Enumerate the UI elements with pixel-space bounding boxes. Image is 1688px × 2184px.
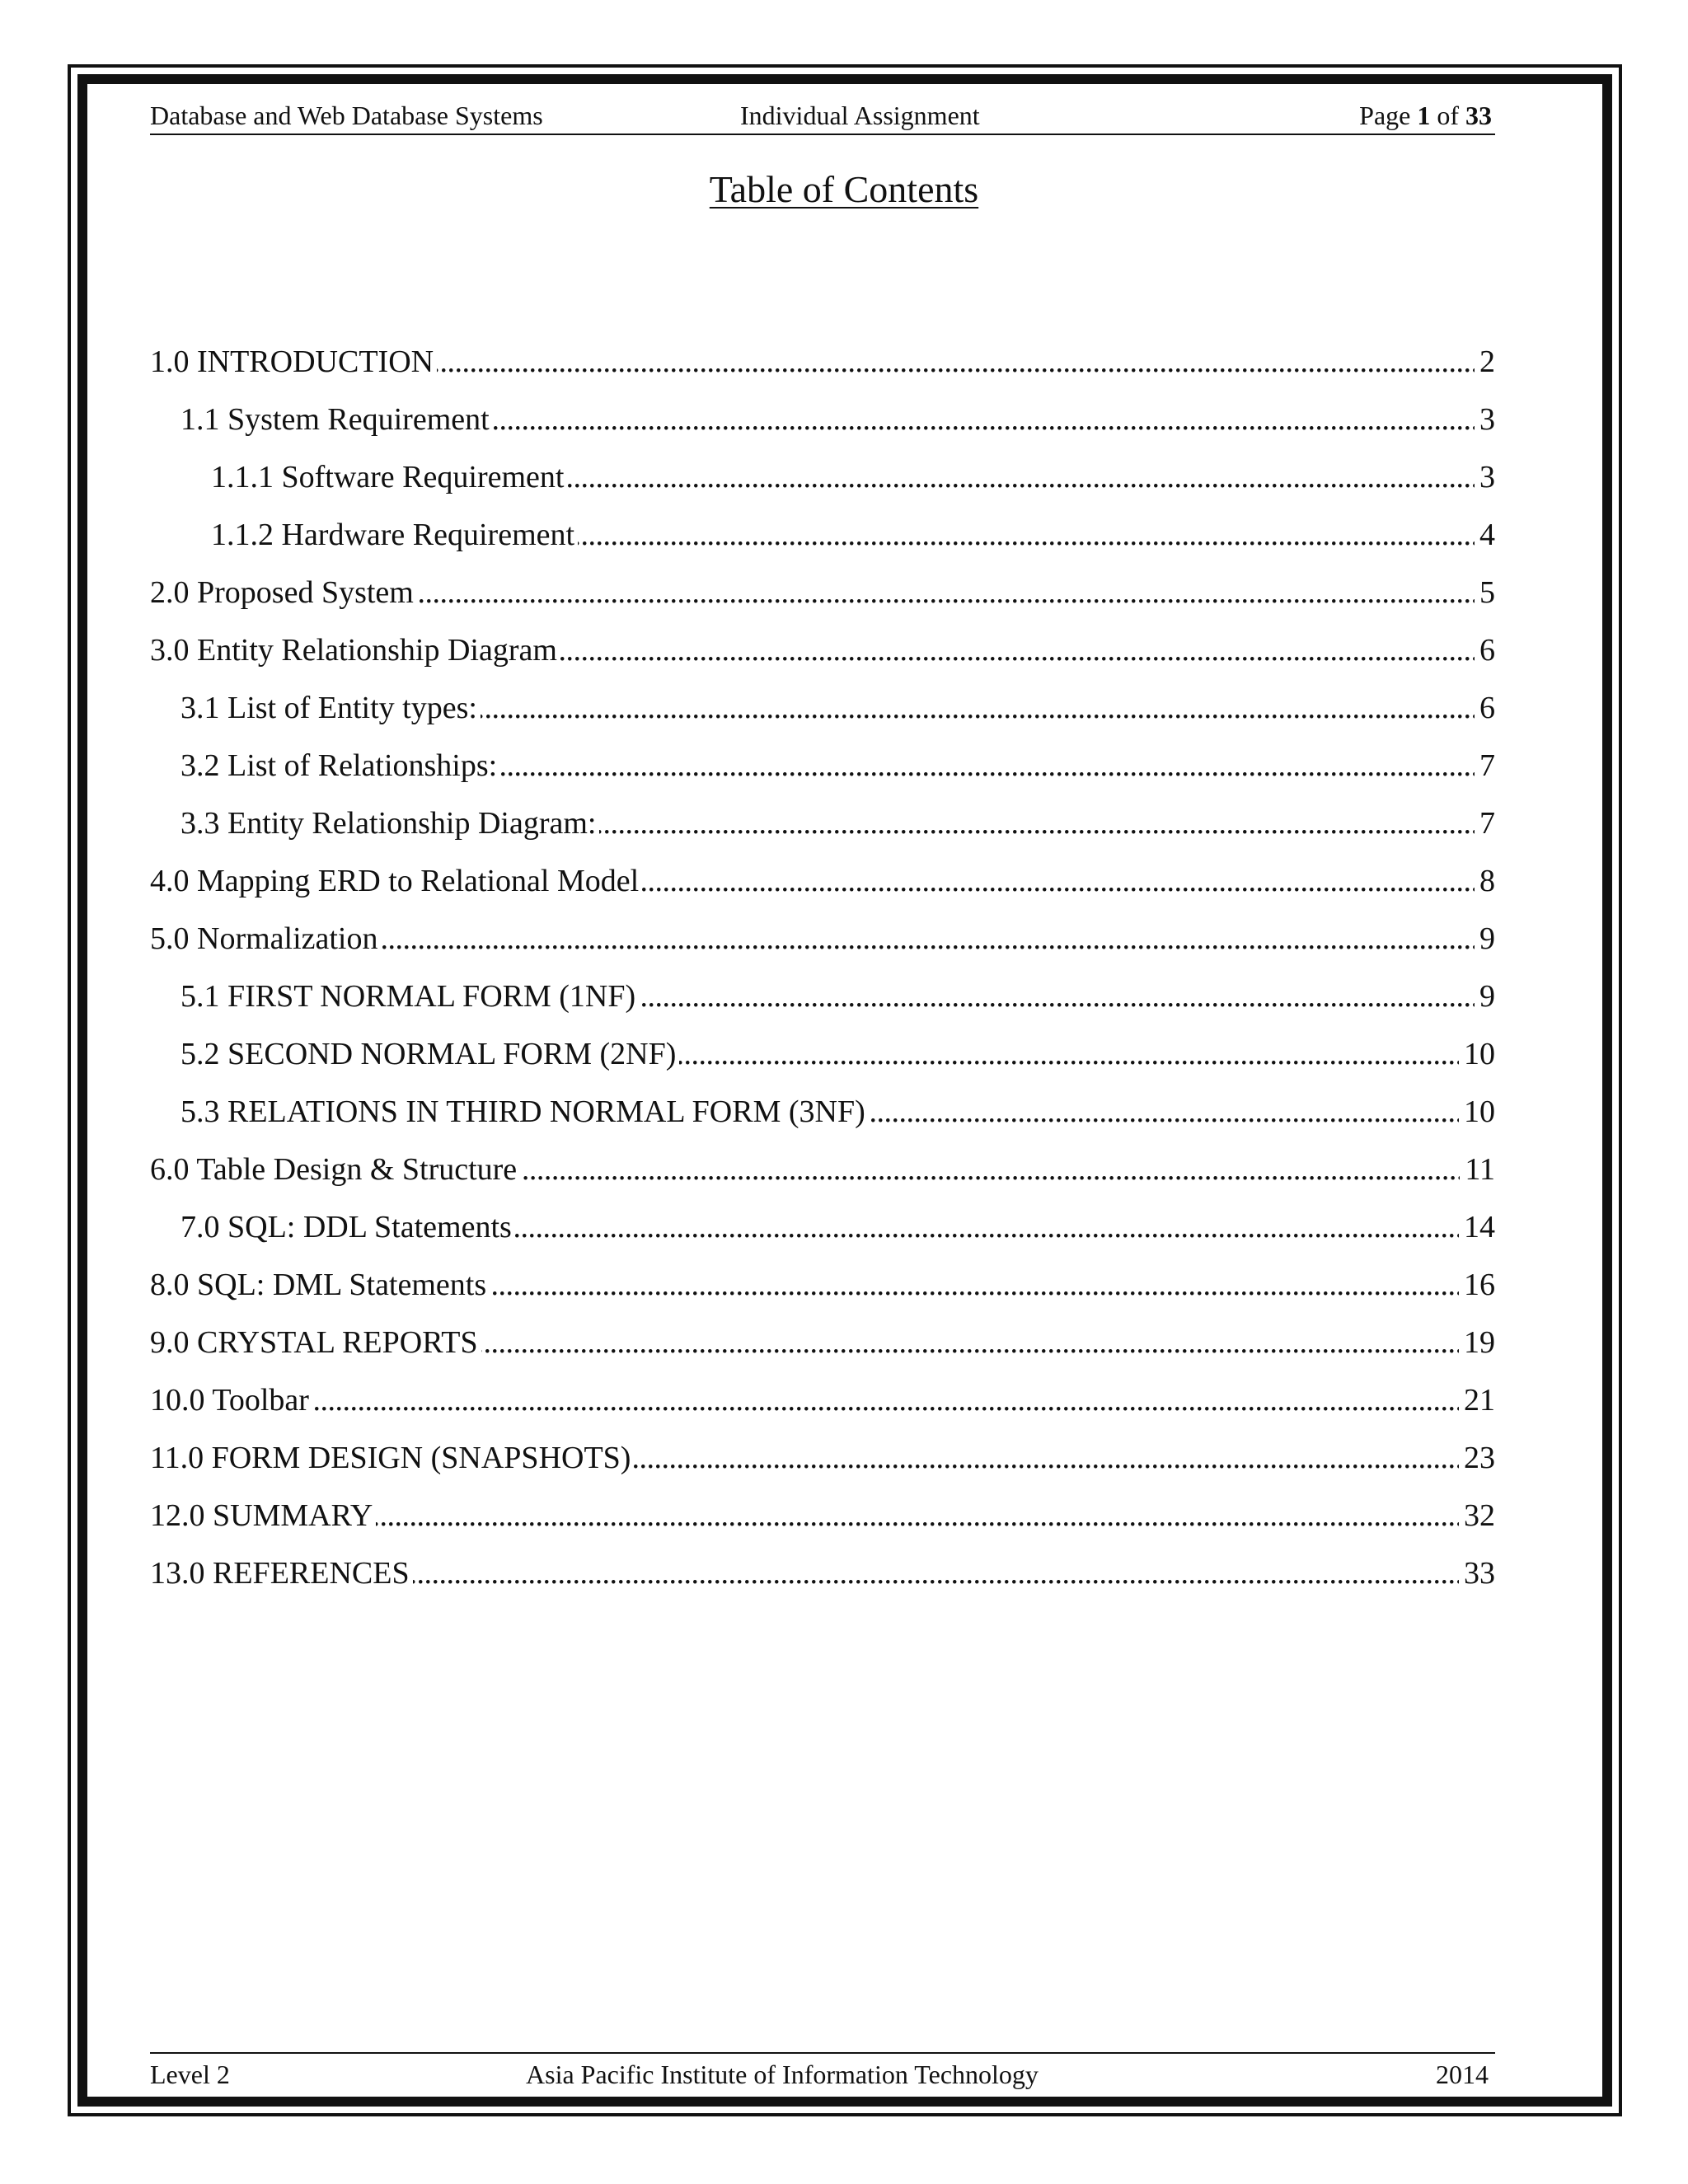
- header-page-prefix: Page: [1359, 101, 1411, 130]
- toc-entry-label: 1.1 System Requirement: [181, 402, 490, 437]
- toc-entry-page: 9: [1479, 921, 1495, 956]
- toc-entry[interactable]: [150, 1544, 1495, 1602]
- toc-entry[interactable]: [150, 794, 1495, 852]
- toc-entry-page: 11: [1465, 1152, 1495, 1187]
- footer-institute: Asia Pacific Institute of Information Technology: [526, 2060, 1039, 2089]
- toc-entry[interactable]: [150, 1256, 1495, 1314]
- toc-entry-page: 19: [1464, 1325, 1495, 1360]
- toc-entry-label: 12.0 SUMMARY: [150, 1498, 373, 1533]
- toc-entry-page: 2: [1479, 344, 1495, 379]
- page-header: [150, 97, 1495, 135]
- toc-entry[interactable]: [150, 910, 1495, 968]
- toc-dot-leader: [417, 572, 1475, 613]
- toc-entry[interactable]: [150, 737, 1495, 794]
- toc-entry-label: 1.0 INTRODUCTION: [150, 344, 434, 379]
- toc-entry-label: 5.1 FIRST NORMAL FORM (1NF): [181, 979, 636, 1014]
- toc-entry-page: 3: [1479, 460, 1495, 494]
- toc-entry[interactable]: [150, 448, 1495, 506]
- toc-entry[interactable]: [150, 333, 1495, 391]
- toc-entry-label: 3.1 List of Entity types:: [181, 691, 477, 725]
- toc-entry[interactable]: [150, 391, 1495, 448]
- toc-entry-page: 10: [1464, 1037, 1495, 1071]
- toc-entry-label: 11.0 FORM DESIGN (SNAPSHOTS): [150, 1441, 631, 1475]
- toc-entry[interactable]: [150, 679, 1495, 737]
- toc-entry-label: 1.1.2 Hardware Requirement: [211, 518, 575, 552]
- toc-entry-page: 21: [1464, 1383, 1495, 1418]
- toc-entry[interactable]: [150, 852, 1495, 910]
- toc-entry-label: 10.0 Toolbar: [150, 1383, 309, 1418]
- toc-entry[interactable]: [150, 1371, 1495, 1429]
- toc-entry-label: 5.3 RELATIONS IN THIRD NORMAL FORM (3NF): [181, 1094, 865, 1129]
- toc-entry-page: 33: [1464, 1556, 1495, 1591]
- toc-dot-leader: [481, 687, 1475, 729]
- toc-entry-label: 3.0 Entity Relationship Diagram: [150, 633, 557, 668]
- toc-entry-page: 7: [1479, 806, 1495, 841]
- toc-dot-leader: [639, 976, 1475, 1017]
- header-page-of: of: [1437, 101, 1459, 130]
- toc-dot-leader: [515, 1207, 1459, 1248]
- toc-dot-leader: [413, 1553, 1459, 1594]
- toc-entry-label: 3.3 Entity Relationship Diagram:: [181, 806, 597, 841]
- toc-dot-leader: [481, 1322, 1459, 1363]
- toc-entry[interactable]: [150, 1025, 1495, 1083]
- toc-entry[interactable]: [150, 1198, 1495, 1256]
- toc-dot-leader: [560, 630, 1475, 671]
- toc-dot-leader: [500, 745, 1475, 786]
- toc-entry-page: 4: [1479, 518, 1495, 552]
- toc-entry-label: 1.1.1 Software Requirement: [211, 460, 565, 494]
- header-assignment: Individual Assignment: [740, 101, 980, 130]
- toc-entry[interactable]: [150, 968, 1495, 1025]
- header-page-current: 1: [1417, 101, 1431, 130]
- toc-entry-page: 10: [1464, 1094, 1495, 1129]
- toc-entry-label: 4.0 Mapping ERD to Relational Model: [150, 864, 640, 898]
- toc-entry-label: 5.0 Normalization: [150, 921, 378, 956]
- header-course: Database and Web Database Systems: [150, 101, 543, 130]
- toc-entry-label: 3.2 List of Relationships:: [181, 748, 498, 783]
- toc-dot-leader: [381, 918, 1475, 959]
- toc-dot-leader: [312, 1380, 1459, 1421]
- toc-dot-leader: [567, 457, 1475, 498]
- toc-dot-leader: [493, 399, 1475, 440]
- toc-entry[interactable]: [150, 1487, 1495, 1544]
- toc-entry-page: 6: [1479, 691, 1495, 725]
- header-page-total: 33: [1465, 101, 1492, 130]
- toc-entry-page: 6: [1479, 633, 1495, 668]
- toc-title-text: Table of Contents: [709, 168, 979, 210]
- toc-entry[interactable]: [150, 564, 1495, 621]
- toc-entry-label: 9.0 CRYSTAL REPORTS: [150, 1325, 478, 1360]
- toc-entry-page: 32: [1464, 1498, 1495, 1533]
- toc-title: [0, 165, 1688, 214]
- page-footer: [150, 2052, 1495, 2092]
- toc-entry-label: 8.0 SQL: DML Statements: [150, 1268, 487, 1302]
- toc-dot-leader: [520, 1149, 1460, 1190]
- toc-entry-label: 7.0 SQL: DDL Statements: [181, 1210, 512, 1244]
- toc-entry-page: 3: [1479, 402, 1495, 437]
- toc-dot-leader: [679, 1033, 1459, 1075]
- footer-year: 2014: [1436, 2060, 1489, 2089]
- toc-entry-page: 9: [1479, 979, 1495, 1014]
- toc-entry-page: 7: [1479, 748, 1495, 783]
- toc-entry[interactable]: [150, 621, 1495, 679]
- toc-entry-label: 6.0 Table Design & Structure: [150, 1152, 518, 1187]
- toc-entry-page: 8: [1479, 864, 1495, 898]
- toc-dot-leader: [599, 803, 1475, 844]
- toc-entry-page: 16: [1464, 1268, 1495, 1302]
- toc-entry[interactable]: [150, 1083, 1495, 1141]
- toc-entry-page: 14: [1464, 1210, 1495, 1244]
- header-page-number: [1359, 97, 1492, 134]
- toc-dot-leader: [437, 341, 1475, 382]
- toc-dot-leader: [376, 1495, 1459, 1536]
- toc-entry-page: 5: [1479, 575, 1495, 610]
- footer-level: Level 2: [150, 2060, 230, 2089]
- toc-entry-label: 13.0 REFERENCES: [150, 1556, 410, 1591]
- toc-dot-leader: [869, 1091, 1459, 1132]
- toc-dot-leader: [642, 860, 1475, 902]
- toc-entry-page: 23: [1464, 1441, 1495, 1475]
- toc-dot-leader: [578, 514, 1475, 555]
- table-of-contents: [150, 333, 1495, 1602]
- toc-entry-label: 2.0 Proposed System: [150, 575, 414, 610]
- toc-entry[interactable]: [150, 1141, 1495, 1198]
- toc-dot-leader: [634, 1437, 1459, 1479]
- toc-dot-leader: [490, 1264, 1459, 1305]
- toc-entry[interactable]: [150, 1314, 1495, 1371]
- toc-entry[interactable]: [150, 506, 1495, 564]
- toc-entry-label: 5.2 SECOND NORMAL FORM (2NF): [181, 1037, 677, 1071]
- toc-entry[interactable]: [150, 1429, 1495, 1487]
